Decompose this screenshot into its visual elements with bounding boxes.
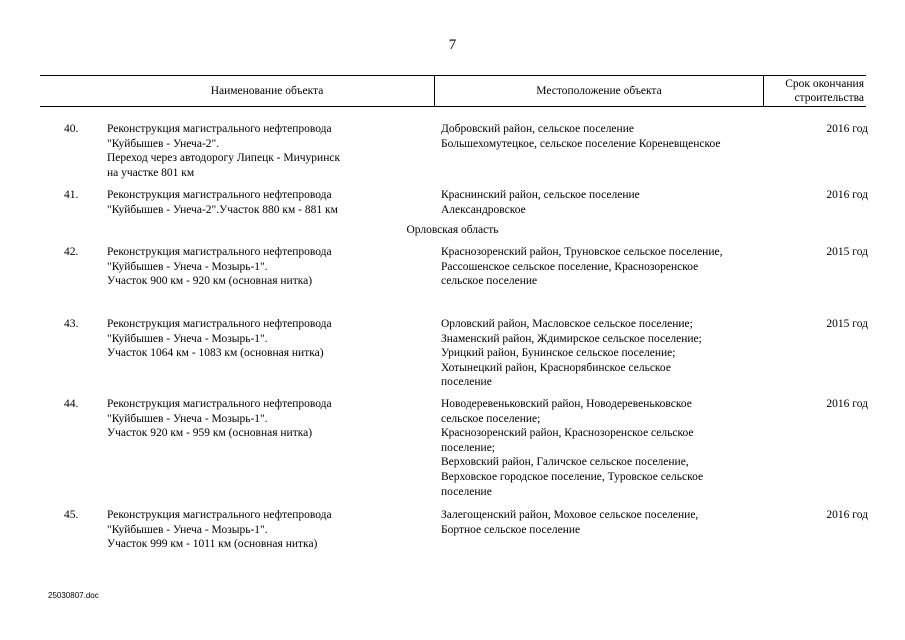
page-number: 7 [448,37,457,53]
location-line: Верховский район, Галичское сельское поселение, [441,456,689,469]
row-object-location [441,122,761,151]
row-number: 45. [64,509,79,521]
name-line: Участок 1064 км - 1083 км (основная нитка) [107,347,324,360]
row-object-location [441,317,761,390]
name-line: "Куйбышев - Унеча - Мозырь-1". [107,260,268,273]
header-completion-term [764,77,864,105]
header-object-name: Наименование объекта [210,85,324,97]
row-number: 42. [64,246,79,258]
name-line: "Куйбышев - Унеча-2". [107,137,220,150]
name-line: Участок 999 км - 1011 км (основная нитка) [107,538,318,551]
name-line: на участке 801 км [107,166,195,179]
row-completion-term: 2015 год [826,318,868,330]
header-object-location: Местоположение объекта [536,85,662,97]
name-line: Участок 920 км - 959 км (основная нитка) [107,427,313,440]
location-line: Бортное сельское поселение [441,523,581,536]
row-object-location [441,508,761,537]
row-completion-term: 2016 год [826,398,868,410]
row-object-name [107,122,427,180]
row-object-name [107,188,427,217]
name-line: "Куйбышев - Унеча - Мозырь-1". [107,332,268,345]
location-line: Александровское [441,203,526,216]
row-object-name [107,245,427,289]
row-completion-term: 2016 год [826,509,868,521]
location-line: Новодеревеньковский район, Новодеревеньковское [441,398,692,410]
location-line: Орловский район, Масловское сельское поселение; [441,318,693,330]
name-line: Реконструкция магистрального нефтепровода [107,246,332,258]
row-object-location [441,245,761,289]
name-line: Реконструкция магистрального нефтепровода [107,123,332,135]
location-line: Добровский район, сельское поселение [441,123,634,135]
name-line: Реконструкция магистрального нефтепровода [107,318,332,330]
name-line: "Куйбышев - Унеча - Мозырь-1". [107,523,268,536]
name-line: "Куйбышев - Унеча-2".Участок 880 км - 881 км [107,203,338,216]
row-number: 40. [64,123,79,135]
name-line: Реконструкция магистрального нефтепровода [107,398,332,410]
location-line: поселение; [441,441,495,454]
name-line: Реконструкция магистрального нефтепровода [107,189,332,201]
location-line: Большехомутецкое, сельское поселение Кореневщенское [441,137,721,150]
header-term-line-2: строительства [794,92,864,104]
location-line: сельское поселение; [441,412,541,425]
location-line: Краснозоренский район, Труновское сельское поселение, [441,246,723,258]
location-line: поселение [441,376,492,389]
location-line: Краснозоренский район, Краснозоренское сельское [441,427,694,440]
location-line: Краснинский район, сельское поселение [441,189,640,201]
row-object-name [107,508,427,552]
header-term-line-1: Срок окончания [785,78,864,90]
name-line: Участок 900 км - 920 км (основная нитка) [107,275,313,288]
region-heading: Орловская область [406,224,499,236]
location-line: Рассошенское сельское поселение, Краснозоренское [441,260,699,273]
name-line: Переход через автодорогу Липецк - Мичуринск [107,152,341,165]
location-line: Знаменский район, Ждимирское сельское поселение; [441,332,702,345]
table-top-rule [40,75,866,76]
location-line: Урицкий район, Бунинское сельское поселение; [441,347,676,360]
row-number: 41. [64,189,79,201]
row-object-location [441,397,761,499]
table-header-bottom-rule [40,106,866,107]
name-line: "Куйбышев - Унеча - Мозырь-1". [107,412,268,425]
document-filename-footer: 25030807.doc [48,591,99,600]
row-object-name [107,397,427,441]
location-line: Залегощенский район, Моховое сельское поселение, [441,509,699,521]
row-object-location [441,188,761,217]
location-line: поселение [441,485,492,498]
row-number: 43. [64,318,79,330]
row-number: 44. [64,398,79,410]
row-completion-term: 2016 год [826,123,868,135]
row-completion-term: 2016 год [826,189,868,201]
location-line: Верховское городское поселение, Туровское сельское [441,470,704,483]
name-line: Реконструкция магистрального нефтепровода [107,509,332,521]
location-line: Хотынецкий район, Краснорябинское сельское [441,361,671,374]
row-completion-term: 2015 год [826,246,868,258]
row-object-name [107,317,427,361]
location-line: сельское поселение [441,275,538,288]
